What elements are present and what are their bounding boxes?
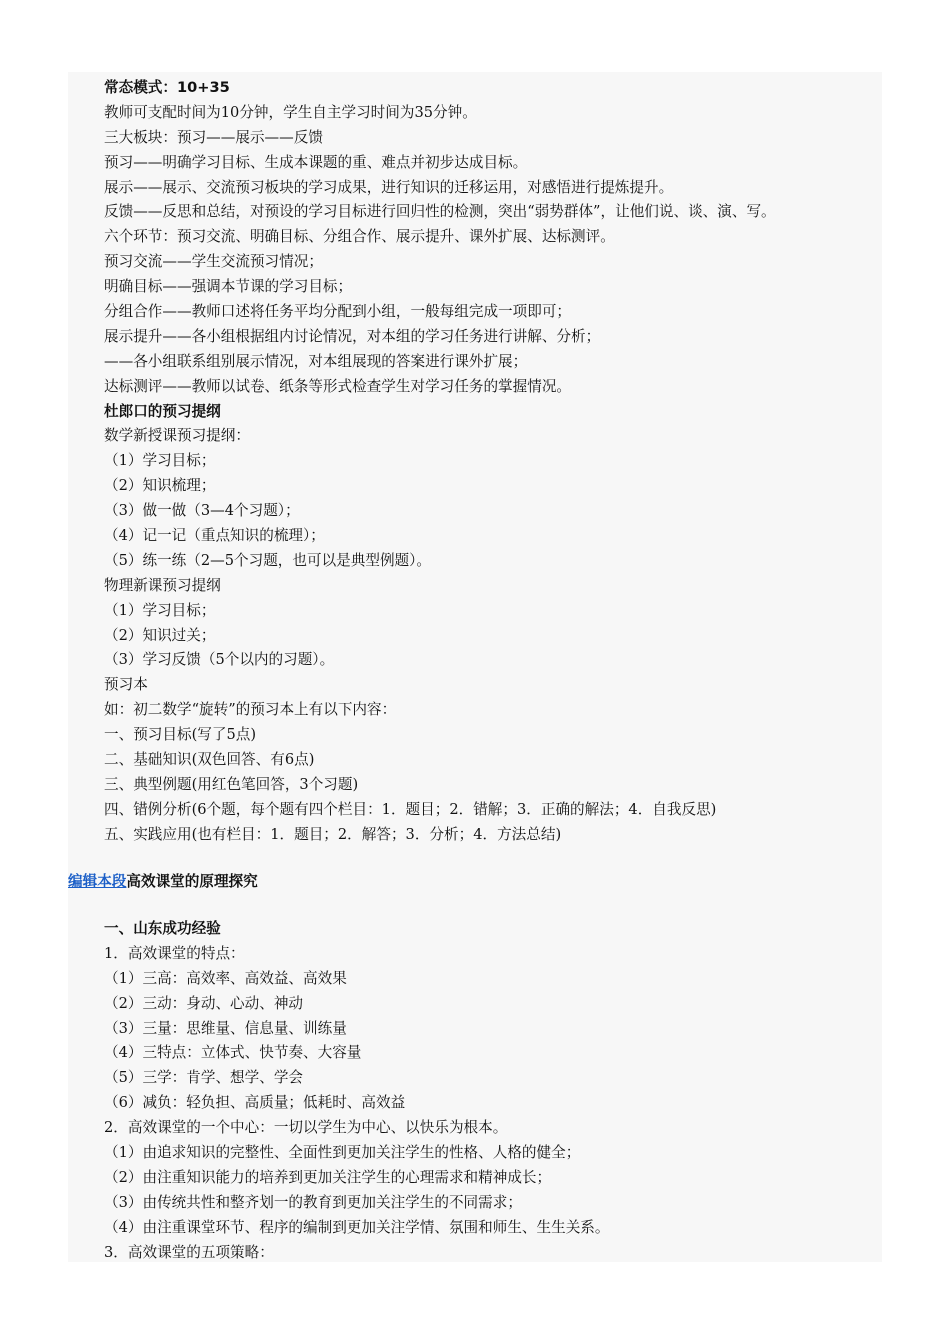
heading-line: 常态模式：10+35 bbox=[104, 79, 230, 96]
document-page bbox=[68, 72, 882, 1262]
text-line: 二、基础知识(双色回答、有6点) bbox=[104, 751, 315, 769]
text-line: （3）三量：思维量、信息量、训练量 bbox=[104, 1019, 347, 1037]
text-line: （3）由传统共性和整齐划一的教育到更加关注学生的不同需求； bbox=[104, 1193, 522, 1211]
heading-line: 杜郎口的预习提纲 bbox=[104, 402, 221, 420]
text-line: （2）知识梳理； bbox=[104, 477, 216, 495]
text-line: 预习交流——学生交流预习情况； bbox=[104, 253, 323, 271]
text-line: （4）由注重课堂环节、程序的编制到更加关注学情、氛围和师生、生生关系。 bbox=[104, 1218, 610, 1236]
text-line: 三、典型例题(用红色笔回答，3个习题) bbox=[104, 775, 359, 793]
text-line: 2．高效课堂的一个中心：一切以学生为中心、以快乐为根本。 bbox=[104, 1119, 508, 1137]
text-line: 物理新课预习提纲 bbox=[104, 576, 221, 594]
text-line: ——各小组联系组别展示情况，对本组展现的答案进行课外扩展； bbox=[104, 352, 528, 370]
text-line: 一、预习目标(写了5点) bbox=[104, 726, 257, 744]
section-title: 高效课堂的原理探究 bbox=[126, 873, 258, 890]
text-line: 预习——明确学习目标、生成本课题的重、难点并初步达成目标。 bbox=[104, 153, 528, 171]
text-line: 预习本 bbox=[104, 676, 148, 694]
text-line: 六个环节：预习交流、明确目标、分组合作、展示提升、课外扩展、达标测评。 bbox=[104, 228, 615, 246]
text-line: （1）学习目标； bbox=[104, 601, 216, 619]
intro-block bbox=[104, 76, 882, 848]
text-line: （6）减负：轻负担、高质量；低耗时、高效益 bbox=[104, 1094, 406, 1112]
text-line: 展示——展示、交流预习板块的学习成果，进行知识的迁移运用，对感悟进行提炼提升。 bbox=[104, 178, 674, 196]
edit-section-link[interactable]: 编辑本段 bbox=[68, 873, 127, 890]
text-line: 3．高效课堂的五项策略： bbox=[104, 1243, 274, 1261]
text-line: 四、错例分析(6个题，每个题有四个栏目：1．题目；2．错解；3．正确的解法；4．自我反思) bbox=[104, 800, 717, 818]
text-line: （5）三学：肯学、想学、学会 bbox=[104, 1069, 304, 1087]
text-line: 如：初二数学“旋转”的预习本上有以下内容： bbox=[104, 701, 397, 719]
text-line: 明确目标——强调本节课的学习目标； bbox=[104, 278, 353, 296]
section-heading bbox=[68, 870, 258, 894]
text-line: 三大板块：预习——展示——反馈 bbox=[104, 128, 323, 146]
text-line: （1）由追求知识的完整性、全面性到更加关注学生的性格、人格的健全； bbox=[104, 1144, 581, 1162]
text-line: （4）记一记（重点知识的梳理）； bbox=[104, 527, 325, 545]
text-line: 1．高效课堂的特点： bbox=[104, 944, 245, 962]
text-line: （4）三特点：立体式、快节奏、大容量 bbox=[104, 1044, 362, 1062]
text-line: （1）学习目标； bbox=[104, 452, 216, 470]
text-line: 反馈——反思和总结，对预设的学习目标进行回归性的检测，突出“弱势群体”，让他们说、谈、演、写。 bbox=[104, 203, 776, 221]
text-line: （5）练一练（2—5个习题，也可以是典型例题）。 bbox=[104, 551, 432, 569]
text-line: （1）三高：高效率、高效益、高效果 bbox=[104, 969, 347, 987]
text-line: 展示提升——各小组根据组内讨论情况，对本组的学习任务进行讲解、分析； bbox=[104, 327, 601, 345]
text-line: （3）学习反馈（5个以内的习题）。 bbox=[104, 651, 335, 669]
text-line: （3）做一做（3—4个习题）； bbox=[104, 502, 300, 520]
text-line: 达标测评——教师以试卷、纸条等形式检查学生对学习任务的掌握情况。 bbox=[104, 377, 572, 395]
text-line: 数学新授课预习提纲： bbox=[104, 427, 250, 445]
text-line: （2）三动：身动、心动、神动 bbox=[104, 994, 304, 1012]
heading-line: 一、山东成功经验 bbox=[104, 920, 221, 937]
text-line: （2）由注重知识能力的培养到更加关注学生的心理需求和精神成长； bbox=[104, 1168, 552, 1186]
text-line: 分组合作——教师口述将任务平均分配到小组，一般每组完成一项即可； bbox=[104, 303, 572, 321]
text-line: 教师可支配时间为10分钟，学生自主学习时间为35分钟。 bbox=[104, 103, 477, 121]
text-line: 五、实践应用(也有栏目：1．题目；2．解答；3．分析；4．方法总结) bbox=[104, 825, 562, 843]
principles-block bbox=[104, 917, 882, 1265]
text-line: （2）知识过关； bbox=[104, 626, 216, 644]
